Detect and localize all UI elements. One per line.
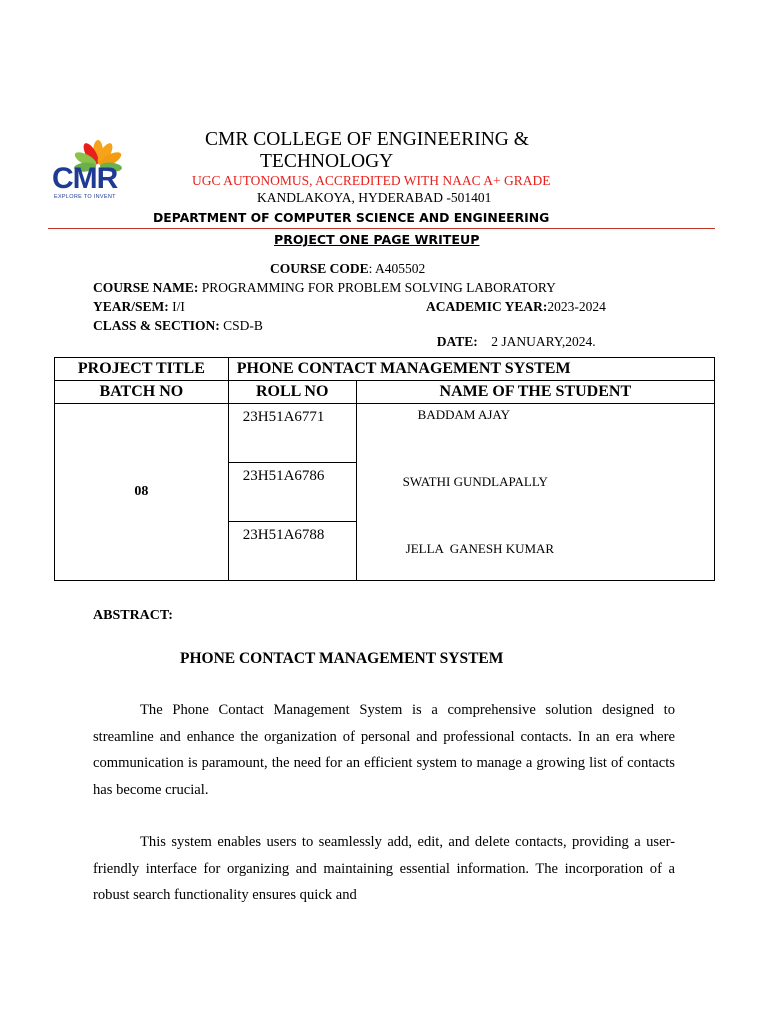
- academic-year-value: 2023-2024: [547, 299, 606, 314]
- project-title-value: PHONE CONTACT MANAGEMENT SYSTEM: [228, 358, 714, 381]
- roll-no-cell: 23H51A6771: [228, 404, 356, 463]
- department-name: DEPARTMENT OF COMPUTER SCIENCE AND ENGINEERING: [153, 210, 550, 225]
- student-name: SWATHI GUNDLAPALLY: [402, 474, 548, 489]
- year-sem-label: YEAR/SEM:: [93, 299, 169, 314]
- project-title-label: PROJECT TITLE: [55, 358, 229, 381]
- project-table: [54, 357, 715, 581]
- course-code: [270, 261, 425, 277]
- project-title-row: [55, 358, 715, 381]
- date: [430, 318, 596, 350]
- class-section: [93, 318, 263, 334]
- roll-no-header: ROLL NO: [228, 381, 356, 404]
- header-divider: [48, 228, 715, 229]
- college-name-line2: TECHNOLOGY: [260, 151, 394, 172]
- class-section-value: CSD-B: [219, 318, 263, 333]
- logo-text: CMR: [52, 162, 118, 195]
- date-label: DATE:: [436, 334, 478, 349]
- roll-no-cell: 23H51A6786: [228, 463, 356, 522]
- academic-year-label: ACADEMIC YEAR:: [426, 299, 548, 314]
- course-name: [93, 280, 556, 296]
- course-code-label: COURSE CODE: [270, 261, 369, 276]
- accreditation-text: UGC AUTONOMUS, ACCREDITED WITH NAAC A+ GRADE: [192, 173, 551, 188]
- abstract-paragraph-1: The Phone Contact Management System is a comprehensive solution designed to streamline and enhance the organization of personal and professional contacts. In an era where communication is paramount, the need for an efficient system to manage a growing list of contacts has become crucial.: [93, 702, 675, 799]
- class-section-label: CLASS & SECTION:: [93, 318, 220, 333]
- year-sem: [93, 299, 185, 315]
- student-name-header: NAME OF THE STUDENT: [356, 381, 714, 404]
- batch-no-value: 08: [55, 404, 229, 581]
- date-value: 2 JANUARY,2024.: [477, 334, 596, 349]
- abstract-title: PHONE CONTACT MANAGEMENT SYSTEM: [180, 650, 504, 667]
- course-code-value: : A405502: [368, 261, 426, 276]
- table-header-row: [55, 381, 715, 404]
- academic-year: [426, 299, 606, 315]
- course-name-label: COURSE NAME:: [93, 280, 199, 295]
- year-sem-value: I/I: [168, 299, 185, 314]
- logo-tagline: EXPLORE TO INVENT: [54, 194, 116, 200]
- roll-no-cell: 23H51A6788: [228, 522, 356, 581]
- college-name-line1: CMR COLLEGE OF ENGINEERING &: [205, 129, 529, 150]
- batch-no-header: BATCH NO: [55, 381, 229, 404]
- student-name: JELLA GANESH KUMAR: [405, 541, 555, 556]
- abstract-label: ABSTRACT:: [93, 608, 173, 623]
- abstract-paragraph-2: This system enables users to seamlessly add, edit, and delete contacts, providing a user-friendly interface for organizing and maintaining essential information. The incorporation of a robust search functionality ensures quick and: [93, 834, 675, 904]
- student-names-cell: [356, 404, 714, 581]
- cmr-logo: [48, 138, 148, 202]
- table-row: [55, 404, 715, 463]
- course-name-value: PROGRAMMING FOR PROBLEM SOLVING LABORATORY: [198, 280, 556, 295]
- student-name: BADDAM AJAY: [417, 407, 511, 422]
- college-address: KANDLAKOYA, HYDERABAD -501401: [257, 190, 492, 205]
- document-title: PROJECT ONE PAGE WRITEUP: [274, 232, 480, 247]
